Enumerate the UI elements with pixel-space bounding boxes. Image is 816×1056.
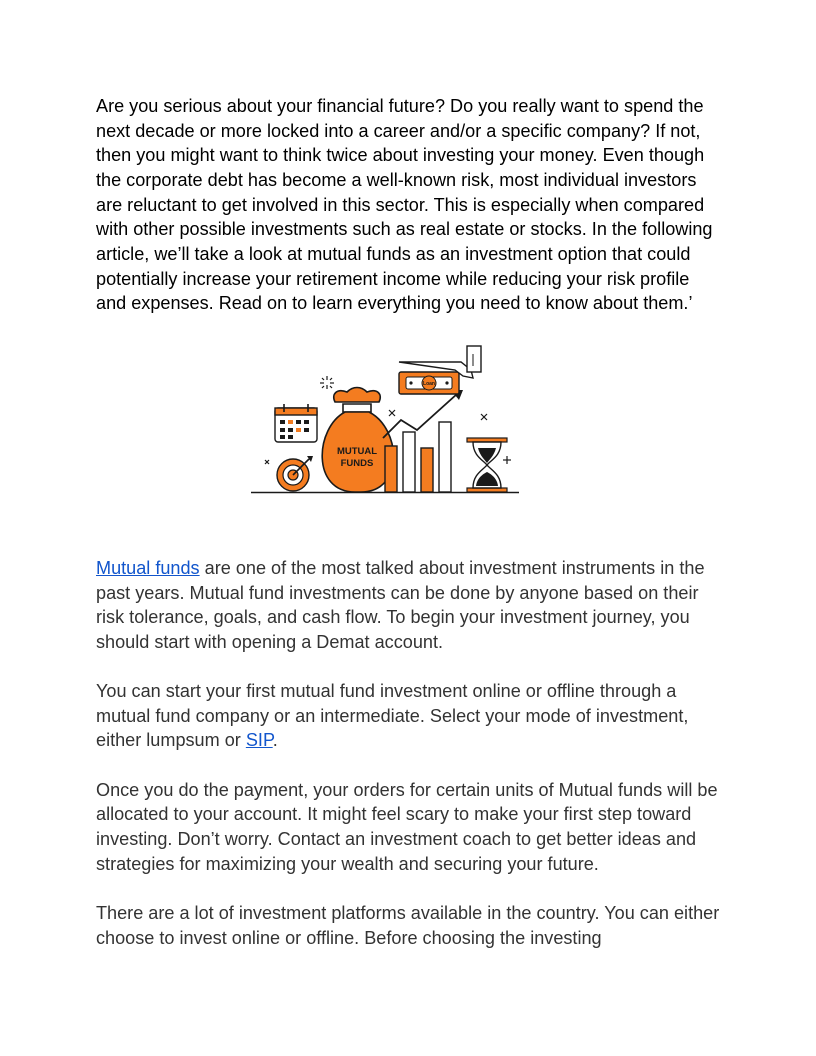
- mutual-funds-paragraph-text: are one of the most talked about investment instruments in the past years. Mutual fund investments can be done by anyone based on their risk tolerance, goals, and cash flow. To begin your investment journey, you should start with opening a Demat account.: [96, 557, 705, 652]
- payment-paragraph: Once you do the payment, your orders for certain units of Mutual funds will be allocated to your account. It might feel scary to make your first step toward investing. Don’t worry. Contact an investment coach to get better ideas and strategies for maximizing your wealth and securing your future.: [96, 779, 718, 874]
- hourglass-icon: [467, 438, 507, 492]
- calendar-icon: [275, 404, 317, 442]
- target-icon: [277, 456, 313, 491]
- sip-link[interactable]: SIP: [245, 730, 273, 751]
- banknote-label: Loan: [423, 380, 435, 387]
- start-investment-text-end: .: [272, 730, 278, 751]
- sparkle-icon: [320, 376, 334, 389]
- banknote-icon: [399, 346, 481, 394]
- mutual-funds-paragraph: [96, 556, 724, 655]
- platforms-paragraph: There are a lot of investment platforms available in the country. You can either choose to invest online or offline. Before choosing the investing: [96, 903, 720, 948]
- mutual-funds-link[interactable]: Mutual funds: [96, 557, 200, 578]
- mutual-funds-graphic: [251, 342, 523, 502]
- start-investment-paragraph: [96, 679, 724, 753]
- start-investment-text: You can start your first mutual fund investment online or offline through a mutual fund company or an intermediate. Select your mode of investment, either lumpsum or: [96, 681, 689, 751]
- intro-paragraph: Are you serious about your financial future? Do you really want to spend the next decade or more locked into a career and/or a specific company? If not, then you might want to think twice about investing your money. Even though the corporate debt has become a well-known risk, most individual investors are reluctant to get involved in this sector. This is especially when compared with other possible investments such as real estate or stocks. In the following article, we’ll take a look at mutual funds as an investment option that could potentially increase your retirement income while reducing your risk profile and expenses. Read on to learn everything you need to know about them.’: [96, 96, 713, 314]
- mutual-funds-illustration: [96, 340, 724, 541]
- bag-label-line2: FUNDS: [340, 457, 374, 469]
- document-body: [96, 94, 724, 950]
- money-bag-icon: [322, 387, 393, 492]
- bar-chart-icon: [383, 390, 463, 492]
- bag-label-line1: MUTUAL: [336, 445, 378, 457]
